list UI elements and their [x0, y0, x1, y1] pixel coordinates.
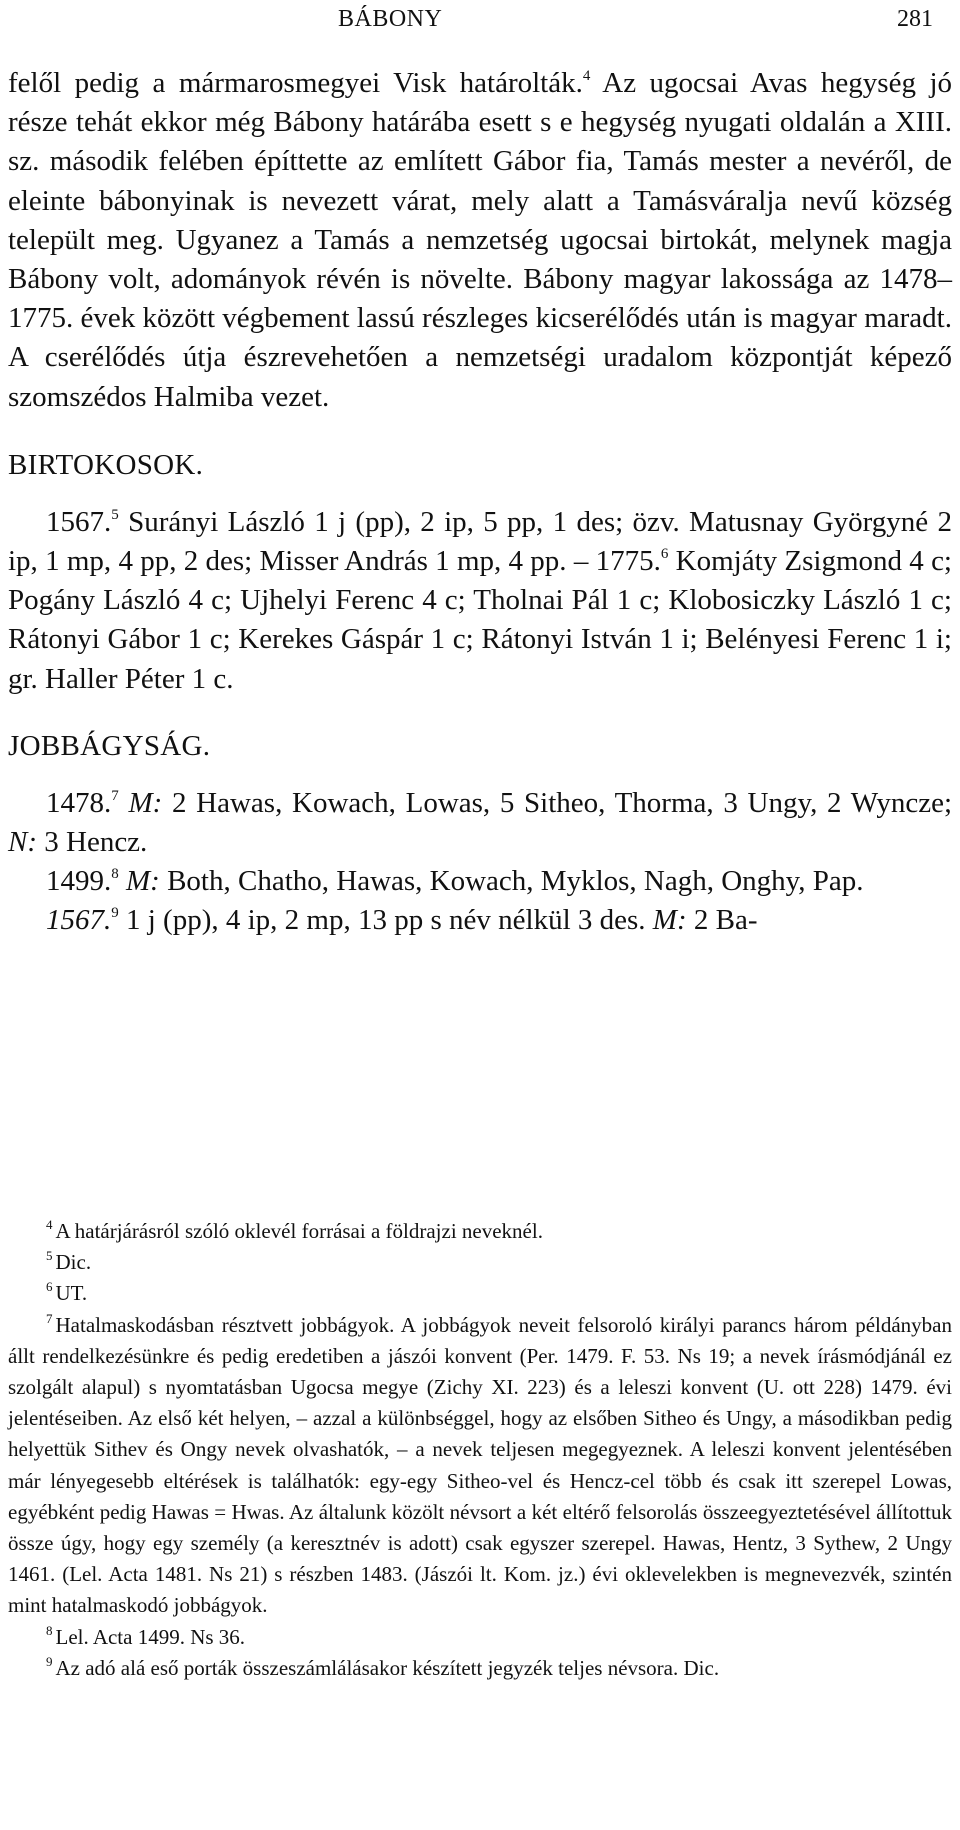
- serf-entry: [8, 862, 952, 901]
- footnote-marker: 9: [46, 1653, 53, 1669]
- footnote-5: [8, 1247, 952, 1278]
- footnote-ref[interactable]: 6: [660, 546, 669, 563]
- abbrev-m: M:: [652, 904, 687, 937]
- footnote-text: UT.: [55, 1281, 88, 1306]
- footnote-marker: 6: [46, 1279, 53, 1295]
- page-number: 281: [897, 6, 933, 32]
- footnote-text: Hatalmaskodásban résztvett jobbágyok. A jobbágyok neveit felsoroló királyi parancs három példányban állt rendelkezésünkre és pedig eredetiben a jászói konvent (Per. 1479. F. 53. Ns 19; a nevek írásmódjánál ez szolgált alapul) s nyomtatásban Ugocsa megye (Zichy XI. 223) és a leleszi konvent (U. ott 228) 1479. évi jelentéseiben. Az első két helyen, – azzal a különbséggel, hogy az elsőben Sitheo és Ungy, a másodikban pedig helyettük Sithev és Ongy nevek olvashatók, – a nevek teljesen megegyeznek. A leleszi konvent jelentésében már lényegesebb eltérések is találhatók: egy-egy Sitheo-vel és Hencz-cel több és csak itt szerepel Lowas, egyébként pedig Hawas = Hwas. Az általunk közölt névsort a két eltérő felsorolás összeegyeztetésével állítottuk össze úgy, hogy egy személy (a keresztnév is adott) csak egyszer szerepel. Hawas, Hentz, 3 Sythew, 2 Ungy 1461. (Lel. Acta 1481. Ns 21) s részben 1483. (Jászói lt. Kom. jz.) évi oklevelekben is megnevezvék, szintén mint hatalmaskodó jobbágyok.: [8, 1312, 952, 1618]
- intro-text-rest: Az ugocsai Avas hegység jó része tehát ekkor még Bábony határába esett s e hegység nyugati oldalán a XIII. sz. második felében építtette az említett Gábor fia, Tamás mester a nevéről, de eleinte bábonyinak is nevezett várat, mely alatt a Tamásváralja nevű község települt meg. Ugyanez a Tamás a nemzetség ugocsai birtokát, melynek magja Bábony volt, adományok révén is növelte. Bábony magyar lakossága az 1478–1775. évek között végbement lassú részleges kicserélődés után is magyar maradt. A cserélődés útja észrevehetően a nemzetségi uradalom központját képező szomszédos Halmiba vezet.: [8, 67, 952, 413]
- year: 1775.: [595, 545, 661, 578]
- year: 1499.: [46, 865, 112, 898]
- section-heading-jobbagysag: JOBBÁGYSÁG.: [8, 729, 211, 762]
- footnote-ref[interactable]: 9: [111, 905, 119, 922]
- names-text: 2 Ba-: [686, 904, 758, 937]
- names-text: Both, Chatho, Hawas, Kowach, Myklos, Nagh, Onghy, Pap.: [159, 865, 864, 898]
- footnote-marker: 8: [46, 1622, 53, 1638]
- footnote-ref[interactable]: 5: [111, 506, 119, 523]
- footnote-ref[interactable]: 7: [111, 787, 119, 804]
- footnote-4: [8, 1216, 952, 1247]
- owners-text: Surányi László 1 j (pp), 2 ip, 5 pp, 1 des; özv. Matusnay Györgyné 2 ip, 1 mp, 4 pp, 2 des; Misser András 1 mp, 4 pp. –: [8, 505, 952, 578]
- footnote-text: A határjárásról szóló oklevél forrásai a földrajzi neveknél.: [55, 1219, 543, 1243]
- serf-entry: [8, 901, 952, 940]
- names-text: 3 Hencz.: [37, 826, 148, 859]
- owners-text: Komjáty Zsigmond 4 c; Pogány László 4 c; Ujhelyi Ferenc 4 c; Tholnai Pál 1 c; Klobosiczky László 1 c; Rátonyi Gábor 1 c; Kerekes Gáspár 1 c; Rátonyi István 1 i; Belényesi Ferenc 1 i; gr. Haller Péter 1 c.: [8, 545, 952, 695]
- main-text: [8, 64, 952, 941]
- footnote-marker: 4: [46, 1217, 53, 1232]
- footnote-marker: 7: [46, 1310, 53, 1326]
- names-text: 1 j (pp), 4 ip, 2 mp, 13 pp s név nélkül 3 des.: [118, 904, 653, 937]
- intro-text-start: felől pedig a mármarosmegyei Visk határolták.: [8, 67, 583, 99]
- running-title: BÁBONY: [338, 6, 443, 32]
- footnote-text: Az adó alá eső porták összeszámlálásakor készített jegyzék teljes névsora. Dic.: [55, 1655, 720, 1680]
- abbrev-n: N:: [8, 826, 37, 859]
- footnote-8: [8, 1622, 952, 1653]
- abbrev-m: M:: [128, 786, 163, 819]
- serf-entry: [8, 784, 952, 862]
- footnote-marker: 5: [46, 1248, 53, 1264]
- year: 1567.: [46, 904, 112, 937]
- footnote-9: [8, 1653, 952, 1684]
- year: 1478.: [46, 786, 112, 819]
- footnote-ref[interactable]: 4: [582, 68, 591, 84]
- year: 1567.: [46, 505, 112, 538]
- intro-paragraph: [8, 64, 952, 417]
- section-heading-birtokosok: BIRTOKOSOK.: [8, 448, 204, 481]
- abbrev-m: M:: [126, 865, 160, 898]
- names-text: 2 Hawas, Kowach, Lowas, 5 Sitheo, Thorma, 3 Ungy, 2 Wyncze;: [162, 786, 953, 819]
- footnote-text: Lel. Acta 1499. Ns 36.: [55, 1624, 246, 1649]
- footnote-text: Dic.: [55, 1250, 92, 1275]
- running-head: [0, 4, 960, 36]
- footnote-ref[interactable]: 8: [111, 866, 119, 883]
- footnote-6: [8, 1278, 952, 1309]
- birtokosok-paragraph: [8, 503, 952, 699]
- footnote-7: [8, 1310, 952, 1622]
- footnotes: [8, 1216, 952, 1684]
